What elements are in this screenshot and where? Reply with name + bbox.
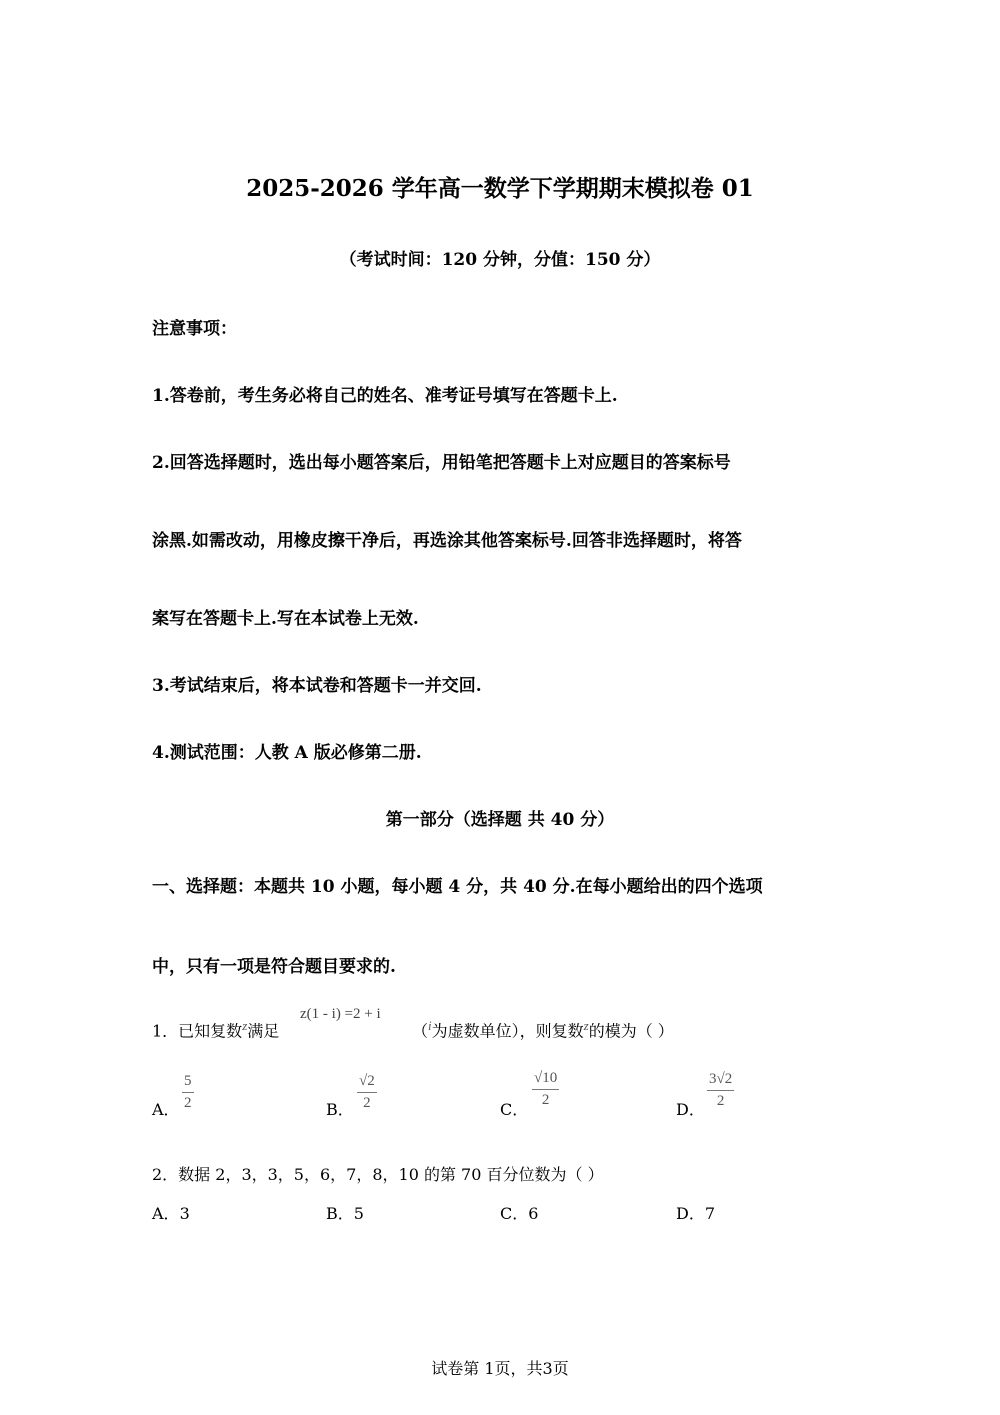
q1-var-z: z [583,1018,589,1033]
q1-option-d-fraction [707,1071,734,1110]
fraction-denominator: 2 [541,1092,550,1108]
q1-prefix: 1．已知复数 [152,1021,243,1041]
fraction-denominator: 2 [184,1095,192,1111]
q1-equation: z(1 - i) =2 + i [300,1006,381,1022]
q2-option-a [152,1201,190,1224]
q1-var-i: i [428,1018,432,1033]
exam-title: 2025-2026 学年高一数学下学期期末模拟卷 01 [246,175,754,202]
note-line: 2.回答选择题时，选出每小题答案后，用铅笔把答题卡上对应题目的答案标号 [152,453,731,473]
note-line: 涂黑.如需改动，用橡皮擦干净后，再选涂其他答案标号.回答非选择题时，将答 [152,531,742,551]
option-value: 3 [179,1204,190,1223]
option-value: 5 [353,1204,364,1223]
option-value: 6 [528,1204,539,1223]
q1-option-c-fraction [532,1070,559,1109]
question-1-text [152,1018,279,1041]
q1-option-label: B． [326,1100,354,1119]
exam-subtitle: （考试时间：120 分钟，分值：150 分） [339,250,661,270]
fraction-numerator: 3√2 [707,1071,734,1091]
fraction-denominator: 2 [363,1095,371,1111]
option-label: B． [326,1204,354,1223]
notes-heading: 注意事项： [152,319,237,339]
q1-mid: 为虚数单位），则复数 [431,1021,584,1041]
question-1-text-cont [412,1018,674,1041]
option-value: 7 [704,1204,716,1223]
page-footer: 试卷第 1页，共3页 [431,1359,569,1378]
q1-var-z: z [242,1018,248,1033]
fraction-numerator: √10 [532,1070,559,1090]
fraction-denominator: 2 [716,1093,725,1109]
fraction-numerator: 5 [182,1073,194,1093]
section-heading-line: 中，只有一项是符合题目要求的. [152,957,396,977]
option-label: C． [500,1204,529,1223]
q1-mid: 的模为（ ） [588,1021,674,1041]
fraction-numerator: √2 [357,1073,377,1093]
option-label: D． [676,1204,705,1223]
q2-option-c [500,1201,538,1224]
note-line: 4.测试范围：人教 A 版必修第二册. [152,743,422,763]
part-heading: 第一部分（选择题 共 40 分） [385,810,615,830]
q1-option-a-fraction [182,1073,194,1112]
q2-option-b [326,1201,364,1224]
option-label: A． [152,1204,180,1223]
q2-option-d [676,1201,715,1224]
note-line: 案写在答题卡上.写在本试卷上无效. [152,609,419,629]
section-heading-line: 一、选择题：本题共 10 小题，每小题 4 分，共 40 分.在每小题给出的四个选项 [152,877,763,897]
q1-option-label: C． [500,1100,529,1119]
note-line: 1.答卷前，考生务必将自己的姓名、准考证号填写在答题卡上. [152,386,618,406]
note-line: 3.考试结束后，将本试卷和答题卡一并交回. [152,676,482,696]
q1-mid: 满足 [247,1021,280,1041]
q1-option-label: D． [676,1100,705,1119]
q1-mid: （ [412,1021,429,1041]
q1-option-label: A． [152,1100,180,1119]
q1-option-b-fraction [357,1073,377,1112]
question-2-text: 2．数据 2，3，3，5，6，7，8，10 的第 70 百分位数为（ ） [152,1165,604,1184]
